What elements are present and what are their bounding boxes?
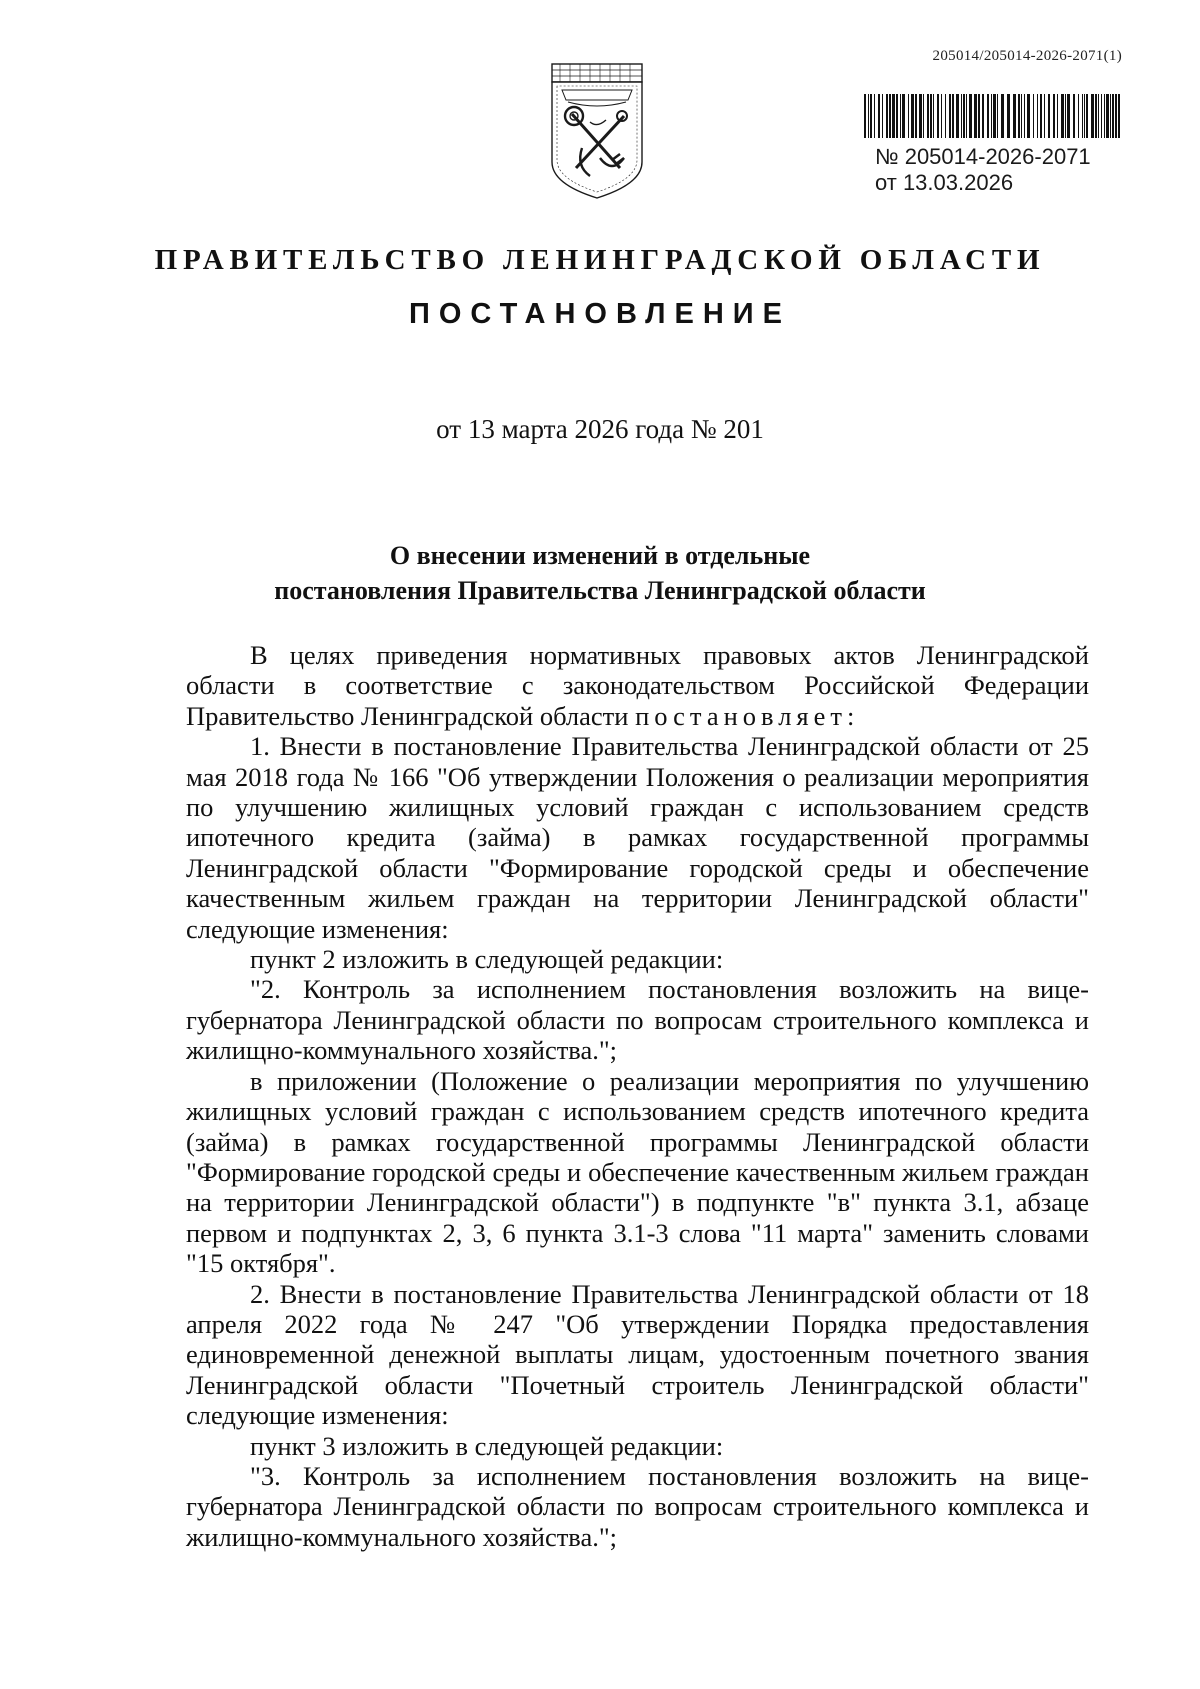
government-name: ПРАВИТЕЛЬСТВО ЛЕНИНГРАДСКОЙ ОБЛАСТИ <box>154 244 1046 276</box>
title-line-1: О внесении изменений в отдельные <box>389 541 811 570</box>
title-line-2: постановления Правительства Ленинградской области <box>274 576 926 605</box>
document-date-number: от 13 марта 2026 года № 201 <box>436 414 764 444</box>
preamble-text: В целях приведения нормативных правовых актов Ленинградской области в соответствие с законодательством Российской Федерации Правительство Ленинградской области <box>186 640 1089 731</box>
item-2-paragraph: 2. Внести в постановление Правительства Ленинградской области от 18 апреля 2022 года № 247 "Об утверждении Порядка предоставления единовременной денежной выплаты лицам, удостоенным почетного звания Ленинградской области "Почетный строитель Ленинградской области" следующие изменения: <box>186 1278 1089 1431</box>
registration-date: от 13.03.2026 <box>875 170 1014 195</box>
item-2-point-paragraph: пункт 3 изложить в следующей редакции: <box>250 1430 724 1461</box>
document-title <box>0 538 1200 608</box>
preamble-verb: постановляет: <box>635 700 860 731</box>
document-type: ПОСТАНОВЛЕНИЕ <box>409 298 791 330</box>
barcode-icon <box>864 94 1122 138</box>
item-1-appendix-paragraph: в приложении (Положение о реализации мероприятия по улучшению жилищных условий граждан с использованием средств ипотечного кредита (займа) в рамках государственной программы Ленинградской области "Формирование городской среды и обеспечение качественным жильем граждан на территории Ленинградской области") в подпункте "в" пункта 3.1, абзаце первом и подпунктах 2, 3, 6 пункта 3.1-3 слова "11 марта" заменить словами "15 октября". <box>186 1065 1089 1279</box>
item-2-quote-paragraph: "3. Контроль за исполнением постановления возложить на вице-губернатора Ленинградской области по вопросам строительного комплекса и жилищно-коммунального хозяйства."; <box>186 1460 1089 1552</box>
document-reference: 205014/205014-2026-2071(1) <box>932 48 1122 64</box>
document-body <box>186 640 1089 1552</box>
item-1-quote-paragraph: "2. Контроль за исполнением постановления возложить на вице-губернатора Ленинградской области по вопросам строительного комплекса и жилищно-коммунального хозяйства."; <box>186 974 1089 1066</box>
registration-block <box>875 144 1091 196</box>
item-1-point-paragraph: пункт 2 изложить в следующей редакции: <box>250 944 724 975</box>
preamble-paragraph <box>186 640 1089 731</box>
coat-of-arms-icon <box>548 62 646 200</box>
registration-number: № 205014-2026-2071 <box>875 144 1091 169</box>
item-1-paragraph: 1. Внести в постановление Правительства Ленинградской области от 25 мая 2018 года № 166 "Об утверждении Положения о реализации мероприятия по улучшению жилищных условий граждан с использованием средств ипотечного кредита (займа) в рамках государственной программы Ленинградской области "Формирование городской среды и обеспечение качественным жильем граждан на территории Ленинградской области" следующие изменения: <box>186 731 1089 944</box>
